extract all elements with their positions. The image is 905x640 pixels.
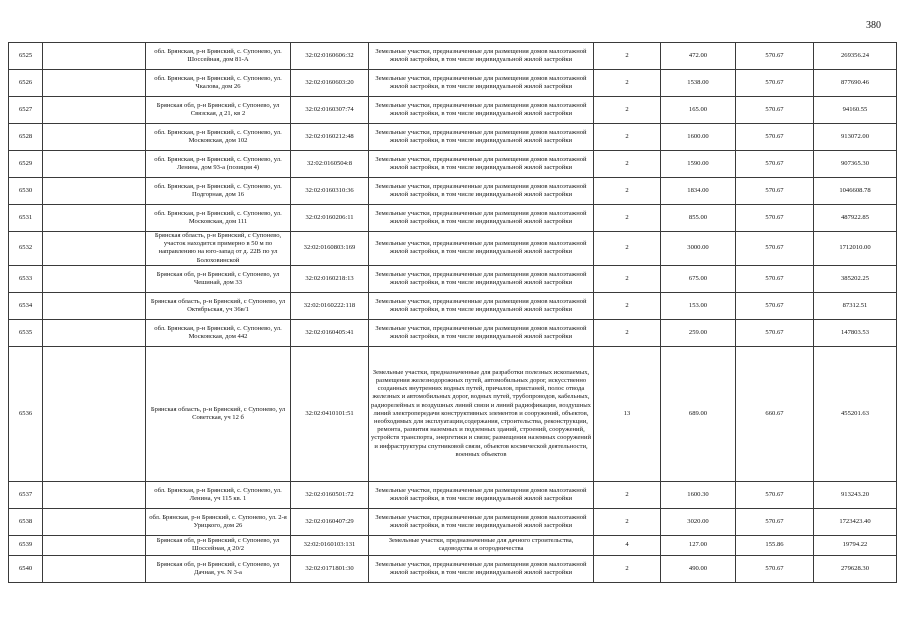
- land-use-cell: Земельные участки, предназначенные для размещения домов малоэтажной жилой застройки, в том числе индивидуальной жилой застройки: [369, 178, 594, 205]
- address-cell: Брянская область, р-н Брянский, с Супонево, участок находится примерно в 50 м по направлению на юго-запад от д. 22В по ул Болоховинской: [146, 232, 291, 266]
- blank-cell: [43, 205, 146, 232]
- rate-cell: 570.67: [736, 124, 814, 151]
- area-cell: 1600.00: [661, 124, 736, 151]
- table-row: [9, 346, 897, 481]
- address-cell: обл. Брянская, р-н Брянский, с. Супонево, ул. Московская, дом 111: [146, 205, 291, 232]
- table-row: [9, 265, 897, 292]
- cadastral-number-cell: 32:02:0160504:8: [291, 151, 369, 178]
- group-cell: 4: [594, 535, 661, 555]
- land-use-cell: Земельные участки, предназначенные для размещения домов малоэтажной жилой застройки, в том числе индивидуальной жилой застройки: [369, 70, 594, 97]
- group-cell: 2: [594, 124, 661, 151]
- area-cell: 675.00: [661, 265, 736, 292]
- cadastral-value-cell: 487922.85: [814, 205, 897, 232]
- address-cell: обл. Брянская, р-н Брянский, с. Супонево, ул. 2-я Урицкого, дом 26: [146, 508, 291, 535]
- address-cell: Брянская область, р-н Брянский, с Супонево, ул Советская, уч 12 б: [146, 346, 291, 481]
- group-cell: 2: [594, 43, 661, 70]
- rate-cell: 570.67: [736, 292, 814, 319]
- cadastral-value-cell: 385202.25: [814, 265, 897, 292]
- area-cell: 689.00: [661, 346, 736, 481]
- cadastral-number-cell: 32:02:0160103:131: [291, 535, 369, 555]
- land-use-cell: Земельные участки, предназначенные для размещения домов малоэтажной жилой застройки, в том числе индивидуальной жилой застройки: [369, 124, 594, 151]
- address-cell: обл. Брянская, р-н Брянский, с. Супонево, ул. Ленина, уч 115 кв. 1: [146, 481, 291, 508]
- row-number-cell: 6529: [9, 151, 43, 178]
- table-row: [9, 232, 897, 266]
- area-cell: 472.00: [661, 43, 736, 70]
- row-number-cell: 6530: [9, 178, 43, 205]
- rate-cell: 570.67: [736, 555, 814, 582]
- row-number-cell: 6536: [9, 346, 43, 481]
- cadastral-number-cell: 32:02:0160501:72: [291, 481, 369, 508]
- cadastral-number-cell: 32:02:0160307:74: [291, 97, 369, 124]
- cadastral-value-cell: 1046608.78: [814, 178, 897, 205]
- area-cell: 490.00: [661, 555, 736, 582]
- rate-cell: 570.67: [736, 43, 814, 70]
- row-number-cell: 6526: [9, 70, 43, 97]
- cadastral-value-cell: 94160.55: [814, 97, 897, 124]
- area-cell: 1538.00: [661, 70, 736, 97]
- cadastral-number-cell: 32:02:0160407:29: [291, 508, 369, 535]
- row-number-cell: 6537: [9, 481, 43, 508]
- table-row: [9, 535, 897, 555]
- blank-cell: [43, 232, 146, 266]
- group-cell: 2: [594, 151, 661, 178]
- cadastral-value-cell: 455201.63: [814, 346, 897, 481]
- cadastral-value-cell: 19794.22: [814, 535, 897, 555]
- cadastral-number-cell: 32:02:0160222:118: [291, 292, 369, 319]
- group-cell: 13: [594, 346, 661, 481]
- address-cell: Брянская обл, р-н Брянский, с Супонево, ул Связская, д 21, кв 2: [146, 97, 291, 124]
- row-number-cell: 6528: [9, 124, 43, 151]
- rate-cell: 570.67: [736, 151, 814, 178]
- area-cell: 855.00: [661, 205, 736, 232]
- cadastral-number-cell: 32:02:0160206:11: [291, 205, 369, 232]
- table-row: [9, 508, 897, 535]
- address-cell: Брянская обл, р-н Брянский, с Супонево, ул Чешинай, дом 33: [146, 265, 291, 292]
- row-number-cell: 6534: [9, 292, 43, 319]
- rate-cell: 570.67: [736, 319, 814, 346]
- blank-cell: [43, 481, 146, 508]
- rate-cell: 570.67: [736, 481, 814, 508]
- land-use-cell: Земельные участки, предназначенные для размещения домов малоэтажной жилой застройки, в том числе индивидуальной жилой застройки: [369, 508, 594, 535]
- blank-cell: [43, 97, 146, 124]
- land-use-cell: Земельные участки, предназначенные для размещения домов малоэтажной жилой застройки, в том числе индивидуальной жилой застройки: [369, 292, 594, 319]
- table-row: [9, 319, 897, 346]
- address-cell: обл. Брянская, р-н Брянский, с. Супонево, ул. Подгорная, дом 16: [146, 178, 291, 205]
- table-row: [9, 178, 897, 205]
- area-cell: 1590.00: [661, 151, 736, 178]
- table-body: [9, 43, 897, 583]
- row-number-cell: 6535: [9, 319, 43, 346]
- area-cell: 3020.00: [661, 508, 736, 535]
- address-cell: обл. Брянская, р-н Брянский, с. Супонево, ул. Ленина, дом 93-а (позиция 4): [146, 151, 291, 178]
- group-cell: 2: [594, 555, 661, 582]
- row-number-cell: 6525: [9, 43, 43, 70]
- blank-cell: [43, 178, 146, 205]
- land-use-cell: Земельные участки, предназначенные для размещения домов малоэтажной жилой застройки, в том числе индивидуальной жилой застройки: [369, 151, 594, 178]
- cadastral-number-cell: 32:02:0160803:169: [291, 232, 369, 266]
- cadastral-number-cell: 32:02:0171801:30: [291, 555, 369, 582]
- rate-cell: 570.67: [736, 178, 814, 205]
- address-cell: Брянская обл, р-н Брянский, с Супонево, ул Шоссейная, д 20/2: [146, 535, 291, 555]
- blank-cell: [43, 265, 146, 292]
- row-number-cell: 6539: [9, 535, 43, 555]
- rate-cell: 570.67: [736, 70, 814, 97]
- group-cell: 2: [594, 265, 661, 292]
- table-row: [9, 292, 897, 319]
- cadastral-number-cell: 32:02:0160606:32: [291, 43, 369, 70]
- cadastral-value-cell: 877690.46: [814, 70, 897, 97]
- cadastral-value-cell: 913243.20: [814, 481, 897, 508]
- row-number-cell: 6527: [9, 97, 43, 124]
- land-use-cell: Земельные участки, предназначенные для размещения домов малоэтажной жилой застройки, в том числе индивидуальной жилой застройки: [369, 43, 594, 70]
- land-use-cell: Земельные участки, предназначенные для размещения домов малоэтажной жилой застройки, в том числе индивидуальной жилой застройки: [369, 205, 594, 232]
- rate-cell: 570.67: [736, 265, 814, 292]
- area-cell: 127.00: [661, 535, 736, 555]
- table-row: [9, 124, 897, 151]
- land-use-cell: Земельные участки, предназначенные для размещения домов малоэтажной жилой застройки, в том числе индивидуальной жилой застройки: [369, 555, 594, 582]
- cadastral-number-cell: 32:02:0160218:13: [291, 265, 369, 292]
- table-row: [9, 205, 897, 232]
- rate-cell: 155.86: [736, 535, 814, 555]
- group-cell: 2: [594, 508, 661, 535]
- area-cell: 1600.30: [661, 481, 736, 508]
- address-cell: обл. Брянская, р-н Брянский, с. Супонево, ул. Шоссейная, дом 81-А: [146, 43, 291, 70]
- address-cell: Брянская обл, р-н Брянский, с Супонево, ул Дачная, уч. N 3-а: [146, 555, 291, 582]
- blank-cell: [43, 151, 146, 178]
- rate-cell: 570.67: [736, 205, 814, 232]
- cadastral-value-cell: 87312.51: [814, 292, 897, 319]
- cadastral-number-cell: 32:02:0160212:48: [291, 124, 369, 151]
- table-row: [9, 481, 897, 508]
- cadastral-value-cell: 279628.30: [814, 555, 897, 582]
- area-cell: 153.00: [661, 292, 736, 319]
- table-row: [9, 70, 897, 97]
- blank-cell: [43, 346, 146, 481]
- blank-cell: [43, 535, 146, 555]
- address-cell: обл. Брянская, р-н Брянский, с. Супонево, ул. Московская, дом 442: [146, 319, 291, 346]
- page-number: 380: [866, 20, 881, 31]
- table-row: [9, 97, 897, 124]
- land-use-cell: Земельные участки, предназначенные для размещения домов малоэтажной жилой застройки, в том числе индивидуальной жилой застройки: [369, 319, 594, 346]
- land-use-cell: Земельные участки, предназначенные для размещения домов малоэтажной жилой застройки, в том числе индивидуальной жилой застройки: [369, 481, 594, 508]
- address-cell: Брянская область, р-н Брянский, с Супонево, ул Октябрьская, уч 36в/1: [146, 292, 291, 319]
- land-use-cell: Земельные участки, предназначенные для размещения домов малоэтажной жилой застройки, в том числе индивидуальной жилой застройки: [369, 265, 594, 292]
- group-cell: 2: [594, 178, 661, 205]
- blank-cell: [43, 124, 146, 151]
- address-cell: обл. Брянская, р-н Брянский, с. Супонево, ул. Московская, дом 102: [146, 124, 291, 151]
- row-number-cell: 6538: [9, 508, 43, 535]
- group-cell: 2: [594, 481, 661, 508]
- cadastral-number-cell: 32:02:0410101:51: [291, 346, 369, 481]
- group-cell: 2: [594, 292, 661, 319]
- cadastral-value-cell: 907365.30: [814, 151, 897, 178]
- cadastral-value-cell: 1712010.00: [814, 232, 897, 266]
- blank-cell: [43, 43, 146, 70]
- group-cell: 2: [594, 232, 661, 266]
- group-cell: 2: [594, 70, 661, 97]
- cadastral-value-cell: 913072.00: [814, 124, 897, 151]
- area-cell: 1834.00: [661, 178, 736, 205]
- cadastral-number-cell: 32:02:0160310:36: [291, 178, 369, 205]
- land-use-cell: Земельные участки, предназначенные для размещения домов малоэтажной жилой застройки, в том числе индивидуальной жилой застройки: [369, 97, 594, 124]
- cadastral-value-cell: 269356.24: [814, 43, 897, 70]
- area-cell: 165.00: [661, 97, 736, 124]
- table-row: [9, 43, 897, 70]
- blank-cell: [43, 319, 146, 346]
- rate-cell: 570.67: [736, 97, 814, 124]
- land-use-cell: Земельные участки, предназначенные для размещения домов малоэтажной жилой застройки, в том числе индивидуальной жилой застройки: [369, 232, 594, 266]
- blank-cell: [43, 555, 146, 582]
- cadastral-value-cell: 147803.53: [814, 319, 897, 346]
- blank-cell: [43, 70, 146, 97]
- cadastral-number-cell: 32:02:0160405:41: [291, 319, 369, 346]
- group-cell: 2: [594, 97, 661, 124]
- group-cell: 2: [594, 319, 661, 346]
- group-cell: 2: [594, 205, 661, 232]
- blank-cell: [43, 292, 146, 319]
- cadastral-value-cell: 1723423.40: [814, 508, 897, 535]
- table-row: [9, 151, 897, 178]
- area-cell: 259.00: [661, 319, 736, 346]
- area-cell: 3000.00: [661, 232, 736, 266]
- blank-cell: [43, 508, 146, 535]
- rate-cell: 570.67: [736, 508, 814, 535]
- row-number-cell: 6532: [9, 232, 43, 266]
- rate-cell: 660.67: [736, 346, 814, 481]
- row-number-cell: 6531: [9, 205, 43, 232]
- row-number-cell: 6540: [9, 555, 43, 582]
- land-use-cell: Земельные участки, предназначенные для дачного строительства, садоводства и огородничества: [369, 535, 594, 555]
- cadastral-register-table: [8, 42, 897, 583]
- address-cell: обл. Брянская, р-н Брянский, с. Супонево, ул. Чкалова, дом 26: [146, 70, 291, 97]
- cadastral-number-cell: 32:02:0160603:20: [291, 70, 369, 97]
- land-use-cell: Земельные участки, предназначенные для разработки полезных ископаемых, размещения железнодорожных путей, автомобильных дорог, искусственно созданных внутренних водных путей, причалов, пристаней, полос отвода железных и автомобильных дорог, водных путей, трубопроводов, кабельных, радиорелейных и воздушных линий связи и линий радиофикации, воздушных линий электропередачи конструктивных элементов и сооружений, объектов, необходимых для эксплуатации,содержания, строительства, реконструкции, ремонта, развития наземных и подземных зданий, строений, сооружений, устройств транспорта, энергетики и связи; размещения наземных сооружений и инфраструктуры спутниковой связи, объектов космической деятельности, военных объектов: [369, 346, 594, 481]
- rate-cell: 570.67: [736, 232, 814, 266]
- table-row: [9, 555, 897, 582]
- row-number-cell: 6533: [9, 265, 43, 292]
